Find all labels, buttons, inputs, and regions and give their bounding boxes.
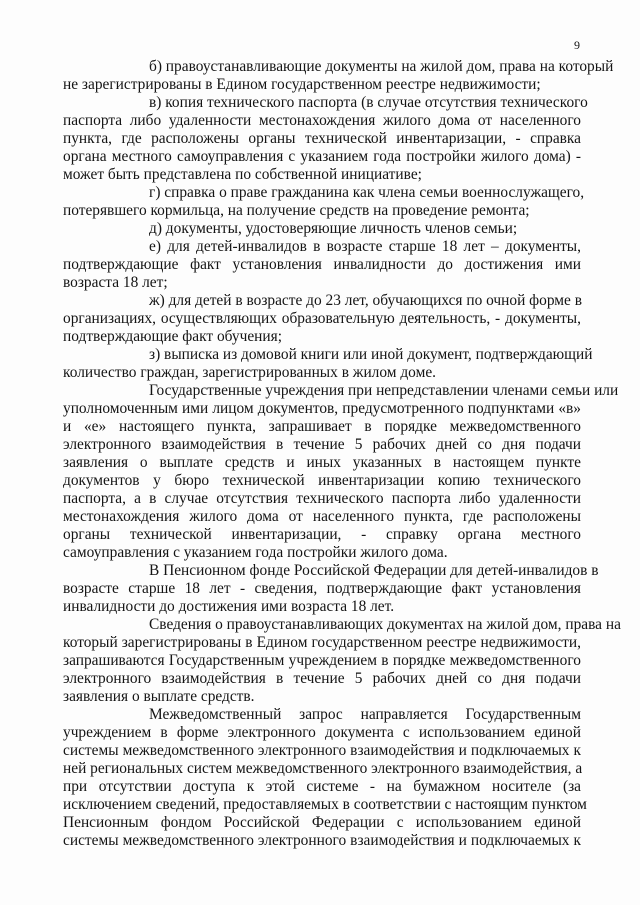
text-line: органа местного самоуправления с указанием года постройки жилого дома) -: [63, 148, 581, 165]
paragraph-state-institutions: [63, 382, 619, 562]
text-line: при отсутствии доступа к этой системе - на бумажном носителе (за: [63, 778, 581, 795]
paragraph-e: [63, 238, 581, 292]
text-line: е) для детей-инвалидов в возрасте старше 18 лет – документы,: [149, 238, 581, 255]
text-line: документов у бюро технической инвентаризации копию технического: [63, 472, 581, 489]
text-line: электронного взаимодействия в течение 5 рабочих дней со дня подачи: [63, 670, 581, 687]
text-line: ж) для детей в возрасте до 23 лет, обучающихся по очной форме в: [149, 292, 582, 309]
paragraph-title-docs: [63, 616, 621, 706]
text-line: инвалидности до достижения ими возраста 18 лет.: [63, 598, 395, 615]
text-line: д) документы, удостоверяющие личность членов семьи;: [149, 220, 518, 237]
text-line: заявления о выплате средств и иных указанных в настоящем пункте: [63, 454, 581, 471]
text-line: б) правоустанавливающие документы на жилой дом, права на который: [149, 58, 614, 75]
text-line: и «е» настоящего пункта, запрашивает в порядке межведомственного: [63, 418, 581, 435]
paragraph-z: [63, 346, 593, 382]
paragraph-zh: [63, 292, 581, 346]
text-line: з) выписка из домовой книги или иной документ, подтверждающий: [149, 346, 593, 363]
text-line: исключением сведений, предоставляемых в соответствии с настоящим пунктом: [63, 796, 587, 813]
text-line: в) копия технического паспорта (в случае отсутствия технического: [149, 94, 588, 111]
text-line: заявления о выплате средств.: [63, 688, 255, 705]
text-line: возраста 18 лет;: [63, 274, 168, 291]
text-line: организациях, осуществляющих образовательную деятельность, - документы,: [63, 310, 581, 327]
text-line: подтверждающие факт обучения;: [63, 328, 282, 345]
text-line: местонахождения жилого дома от населенного пункта, где расположены: [63, 508, 581, 525]
text-line: самоуправления с указанием года постройки жилого дома.: [63, 544, 448, 561]
text-line: В Пенсионном фонде Российской Федерации для детей-инвалидов в: [149, 562, 599, 579]
text-line: уполномоченным ими лицом документов, предусмотренного подпунктами «в»: [63, 400, 581, 417]
text-line: Государственные учреждения при непредставлении членами семьи или: [149, 382, 619, 399]
text-line: г) справка о праве гражданина как члена семьи военнослужащего,: [149, 184, 585, 201]
text-line: ней региональных систем межведомственного электронного взаимодействия, а: [63, 760, 583, 777]
text-line: учреждением в форме электронного документа с использованием единой: [63, 724, 581, 741]
text-line: системы межведомственного электронного взаимодействия и подключаемых к: [63, 832, 581, 849]
text-line: Пенсионным фондом Российской Федерации с использованием единой: [63, 814, 581, 831]
text-line: потерявшего кормильца, на получение средств на проведение ремонта;: [63, 202, 530, 219]
text-line: количество граждан, зарегистрированных в жилом доме.: [63, 364, 436, 381]
document-body: [63, 58, 621, 850]
text-line: не зарегистрированы в Едином государственном реестре недвижимости;: [63, 76, 541, 93]
paragraph-d: [63, 220, 581, 238]
text-line: может быть представлена по собственной инициативе;: [63, 166, 422, 183]
paragraph-interagency-request: [63, 706, 587, 850]
paragraph-g: [63, 184, 585, 220]
text-line: подтверждающие факт установления инвалидности до достижения ими: [63, 256, 581, 273]
text-line: Межведомственный запрос направляется Государственным: [149, 706, 581, 723]
text-line: запрашиваются Государственным учреждением в порядке межведомственного: [63, 652, 581, 669]
text-line: паспорта либо удаленности местонахождения жилого дома от населенного: [63, 112, 581, 129]
page-number: 9: [574, 38, 580, 52]
text-line: возрасте старше 18 лет - сведения, подтверждающие факт установления: [63, 580, 581, 597]
paragraph-b: [63, 58, 614, 94]
text-line: паспорта, а в случае отсутствия технического паспорта либо удаленности: [63, 490, 581, 507]
text-line: Сведения о правоустанавливающих документах на жилой дом, права на: [149, 616, 621, 633]
text-line: пункта, где расположены органы технической инвентаризации, - справка: [63, 130, 581, 147]
text-line: который зарегистрированы в Едином государственном реестре недвижимости,: [63, 634, 581, 651]
paragraph-v: [63, 94, 588, 184]
paragraph-pension-fund: [63, 562, 599, 616]
text-line: электронного взаимодействия в течение 5 рабочих дней со дня подачи: [63, 436, 581, 453]
text-line: органы технической инвентаризации, - справку органа местного: [63, 526, 581, 543]
text-line: системы межведомственного электронного взаимодействия и подключаемых к: [63, 742, 581, 759]
